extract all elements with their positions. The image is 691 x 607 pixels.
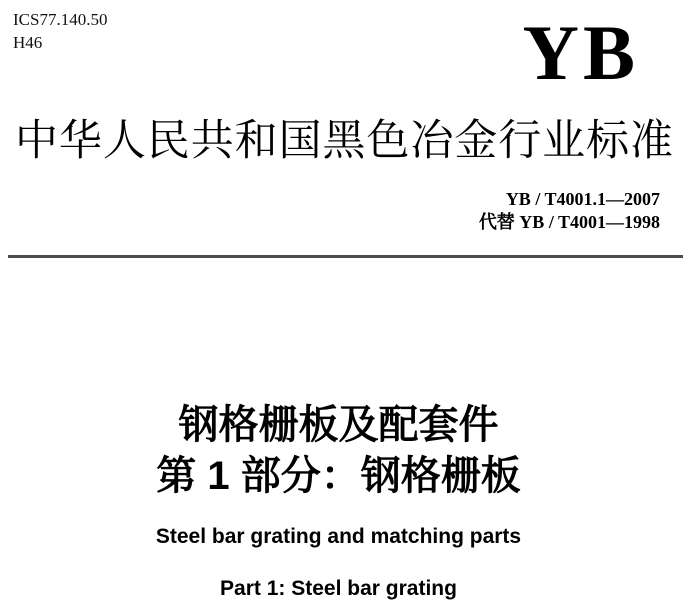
standard-number: YB / T4001.1—2007	[505, 189, 660, 209]
standard-number-block	[479, 188, 660, 234]
divider-rule	[8, 255, 683, 258]
document-title-en-line2: Part 1: Steel bar grating	[220, 577, 457, 600]
document-title-cn-line2: 第 1 部分：钢格栅板	[156, 454, 521, 498]
standard-banner-title: 中华人民共和国黑色冶金行业标准	[15, 117, 673, 165]
yb-logo: YB	[522, 9, 639, 96]
document-title-cn	[0, 400, 677, 502]
ics-block	[13, 8, 107, 54]
ics-code: ICS77.140.50	[13, 10, 108, 29]
classification-code: H46	[13, 33, 43, 52]
document-title-cn-line1: 钢格栅板及配套件	[178, 403, 499, 447]
replaced-standard-note: 代替 YB / T4001—1998	[478, 212, 660, 232]
document-title-en-line1: Steel bar grating and matching parts	[155, 525, 522, 548]
